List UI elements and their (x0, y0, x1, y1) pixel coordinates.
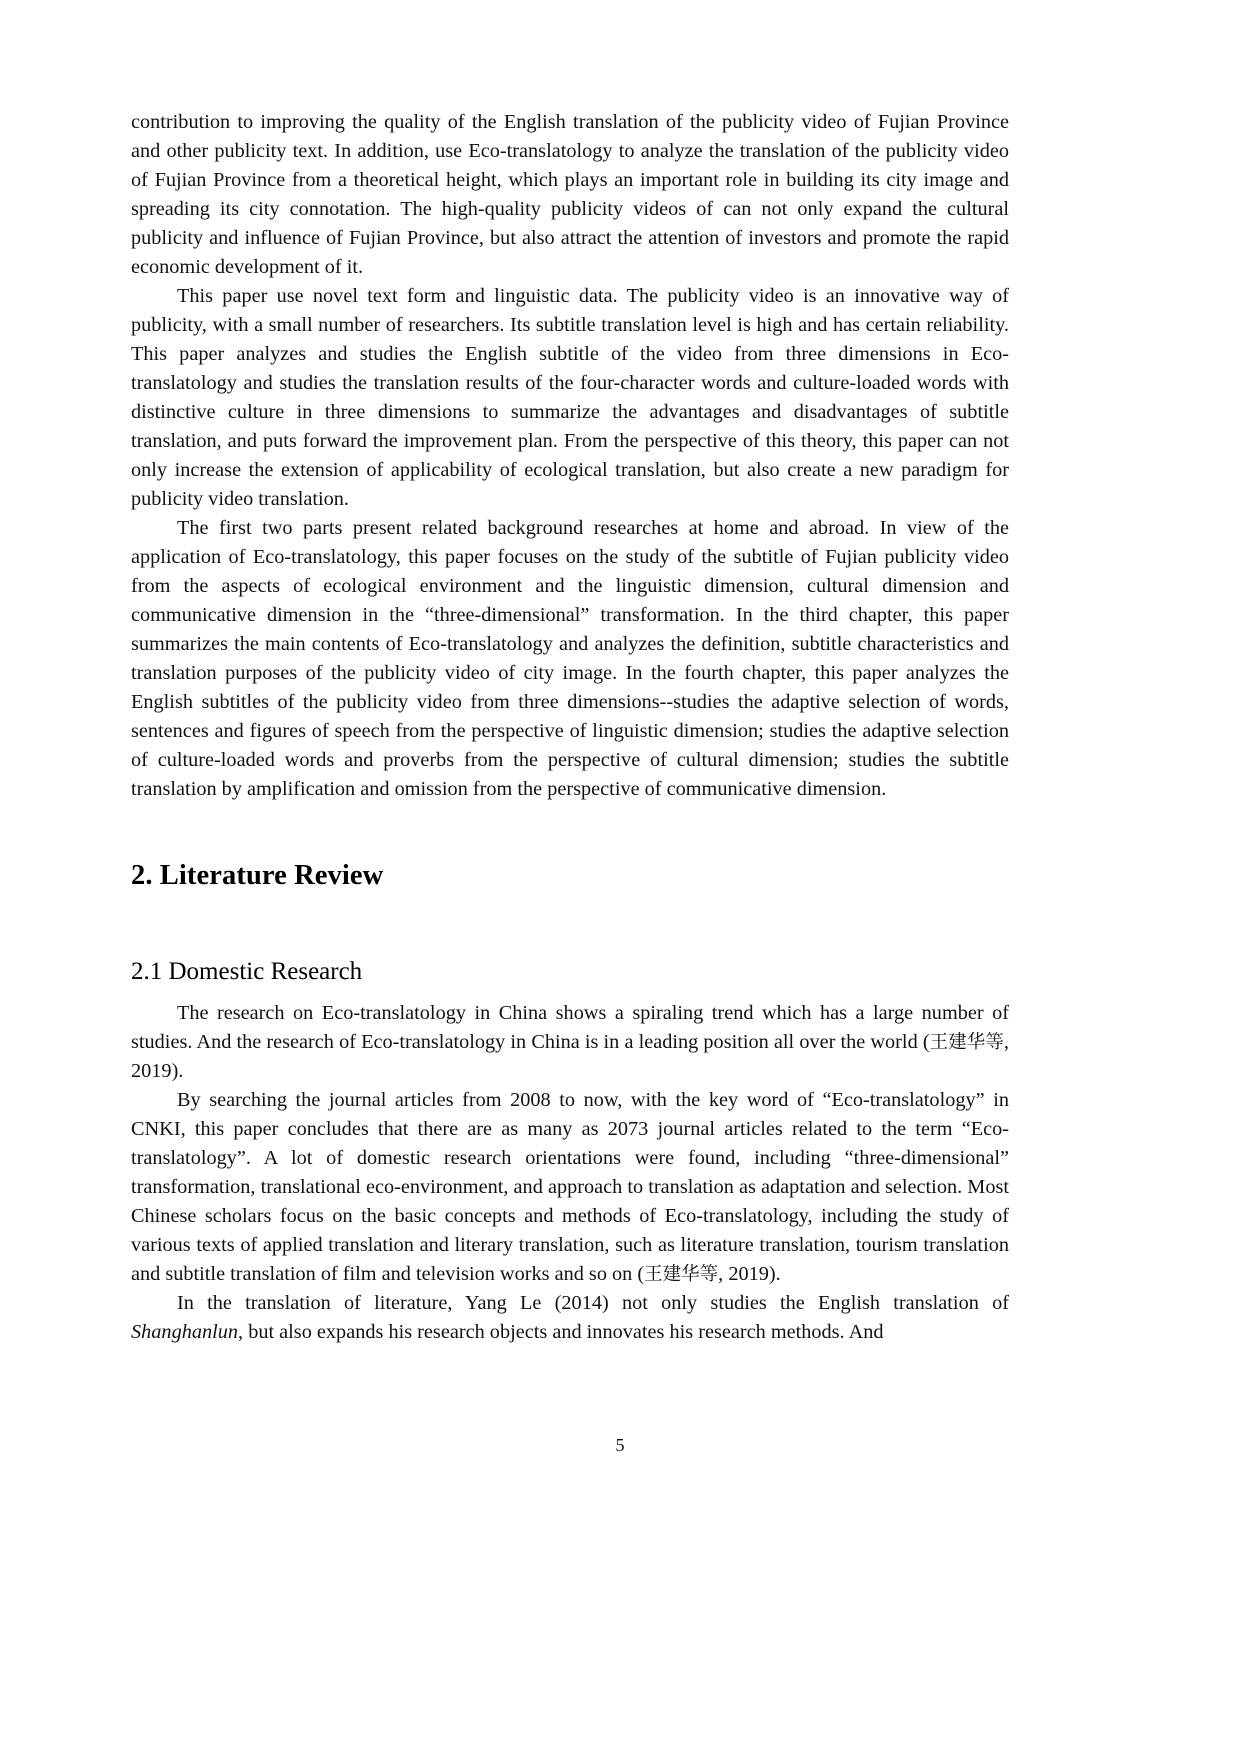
paragraph-domestic-research-intro (131, 999, 1009, 1086)
text-run-trailing: , 2019). (718, 1263, 781, 1285)
section-heading: 2.1 Domestic Research (131, 958, 363, 985)
spacer-before-chapter-heading (131, 804, 1009, 859)
spacer-after-chapter-heading (131, 893, 1009, 957)
paragraph-continuation: contribution to improving the quality of the English translation of the publicity video of Fujian Province and other publicity text. In addition, use Eco-translatology to analyze the translation of the publicity video of Fujian Province from a theoretical height, which plays an important role in building its city image and spreading its city connotation. The high-quality publicity videos of can not only expand the cultural publicity and influence of Fujian Province, but also attract the attention of investors and promote the rapid economic development of it. (131, 111, 1009, 278)
citation-author-cjk: 王建华等 (644, 1264, 719, 1285)
text-run-trailing: , but also expands his research objects and innovates his research methods. And (238, 1321, 884, 1343)
paragraph-structure-overview: The first two parts present related background researches at home and abroad. In view of the application of Eco-translatology, this paper focuses on the study of the subtitle of Fujian publicity video from the aspects of ecological environment and the linguistic dimension, cultural dimension and communicative dimension in the “three-dimensional” transformation. In the third chapter, this paper summarizes the main contents of Eco-translatology and analyzes the definition, subtitle characteristics and translation purposes of the publicity video of city image. In the fourth chapter, this paper analyzes the English subtitles of the publicity video from three dimensions--studies the adaptive selection of words, sentences and figures of speech from the perspective of linguistic dimension; studies the adaptive selection of culture-loaded words and proverbs from the perspective of cultural dimension; studies the subtitle translation by amplification and omission from the perspective of communicative dimension. (131, 517, 1009, 800)
work-title-italic: Shanghanlun (131, 1321, 239, 1343)
citation-author-cjk: 王建华等 (929, 1032, 1004, 1053)
paragraph-cnki-search (131, 1086, 1009, 1289)
text-run-leading: By searching the journal articles from 2008 to now, with the key word of “Eco-translatology” in CNKI, this paper concludes that there are as many as 2073 journal articles related to the term “Eco-translatology”. A lot of domestic research orientations were found, including “three-dimensional” transformation, translational eco-environment, and approach to translation as adaptation and selection. Most Chinese scholars focus on the basic concepts and methods of Eco-translatology, including the study of various texts of applied translation and literary translation, such as literature translation, tourism translation and subtitle translation of film and television works and so on ( (131, 1089, 1009, 1285)
text-run-trailing: , 2019). (131, 1031, 1009, 1082)
paragraph-methodology: This paper use novel text form and linguistic data. The publicity video is an innovative way of publicity, with a small number of researchers. Its subtitle translation level is high and has certain reliability. This paper analyzes and studies the English subtitle of the video from three dimensions in Eco-translatology and studies the translation results of the four-character words and culture-loaded words with distinctive culture in three dimensions to summarize the advantages and disadvantages of subtitle translation, and puts forward the improvement plan. From the perspective of this theory, this paper can not only increase the extension of applicability of ecological translation, but also create a new paradigm for publicity video translation. (131, 285, 1009, 510)
page-number-footer: 5 (615, 1435, 625, 1455)
chapter-heading: 2. Literature Review (131, 860, 384, 891)
spacer-after-section-heading (131, 987, 1009, 999)
text-run-leading: The research on Eco-translatology in China shows a spiraling trend which has a large number of studies. And the research of Eco-translatology in China is in a leading position all over the world ( (131, 1002, 1009, 1053)
page-content (131, 108, 1009, 1347)
paragraph-literature-translation (131, 1289, 1009, 1347)
text-run-leading: In the translation of literature, Yang Le (2014) not only studies the English translation of (177, 1292, 1009, 1314)
